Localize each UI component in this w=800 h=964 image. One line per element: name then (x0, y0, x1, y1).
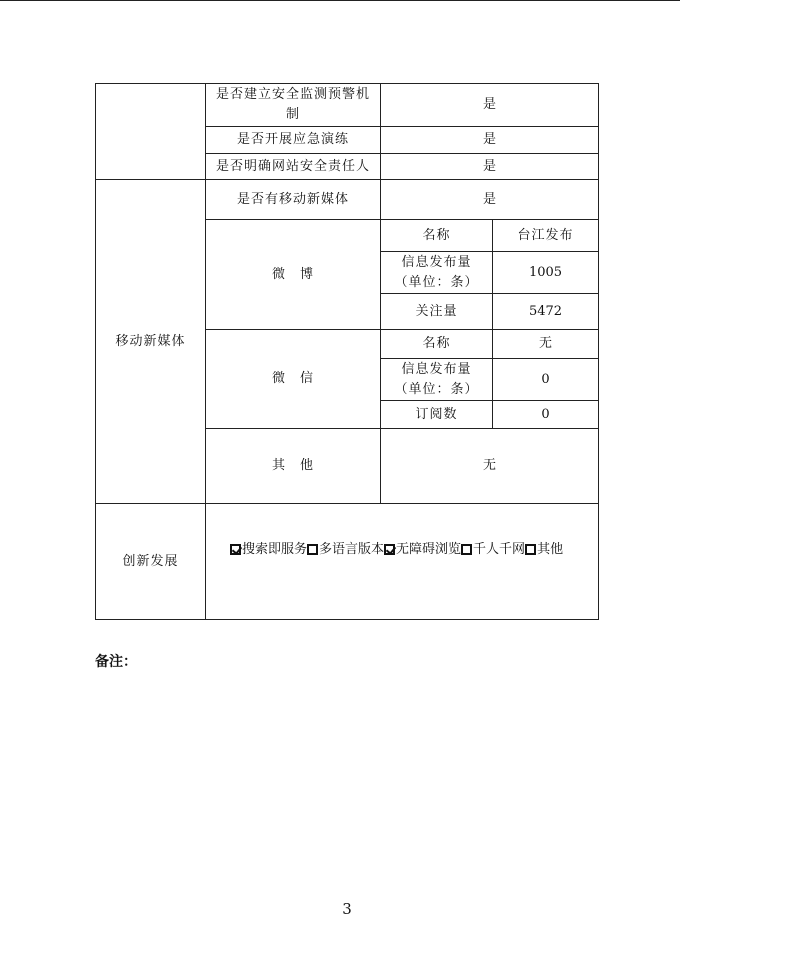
security-label-cell: 是否建立安全监测预警机制 (206, 84, 381, 127)
checkbox-empty-icon (525, 544, 536, 555)
table-row (96, 84, 599, 127)
website-report-table (95, 83, 599, 620)
wechat-posts-value: 0 (493, 359, 599, 401)
wechat-name-label: 名称 (381, 330, 493, 359)
option-multilingual: 多语言版本 (319, 542, 385, 557)
option-other: 其他 (537, 542, 564, 557)
checkbox-checked-icon (230, 544, 241, 555)
table-row (96, 180, 599, 220)
option-personalized: 千人千网 (473, 542, 526, 557)
other-media-value: 无 (381, 429, 599, 504)
weibo-followers-value: 5472 (493, 294, 599, 330)
security-label-cell: 是否明确网站安全责任人 (206, 154, 381, 180)
table-row (96, 504, 599, 620)
weibo-posts-label (381, 252, 493, 294)
innovation-category-cell: 创新发展 (96, 504, 206, 620)
has-mobile-media-label: 是否有移动新媒体 (206, 180, 381, 220)
security-label-cell: 是否开展应急演练 (206, 127, 381, 154)
weibo-posts-value: 1005 (493, 252, 599, 294)
checkbox-empty-icon (461, 544, 472, 555)
security-value-cell: 是 (381, 154, 599, 180)
top-rule (0, 0, 680, 1)
wechat-subscribers-value: 0 (493, 401, 599, 429)
weibo-posts-label-line2: （单位：条） (394, 274, 479, 290)
innovation-options-cell (206, 504, 599, 620)
wechat-name-value: 无 (493, 330, 599, 359)
page-number: 3 (342, 900, 352, 918)
option-search-as-service: 搜索即服务 (242, 542, 308, 557)
wechat-label-cell: 微 信 (206, 330, 381, 429)
security-category-cell (96, 84, 206, 180)
weibo-label-cell: 微 博 (206, 220, 381, 330)
other-media-label: 其 他 (206, 429, 381, 504)
wechat-posts-label-line2: （单位：条） (394, 381, 479, 397)
mobile-media-category-cell: 移动新媒体 (96, 180, 206, 504)
has-mobile-media-value: 是 (381, 180, 599, 220)
wechat-posts-label-line1: 信息发布量 (401, 361, 472, 377)
wechat-subscribers-label: 订阅数 (381, 401, 493, 429)
weibo-name-label: 名称 (381, 220, 493, 252)
checkbox-empty-icon (307, 544, 318, 555)
innovation-checkbox-line (230, 542, 563, 557)
security-value-cell: 是 (381, 84, 599, 127)
footnote-label: 备注： (95, 654, 137, 670)
option-accessibility: 无障碍浏览 (396, 542, 462, 557)
checkbox-checked-icon (384, 544, 395, 555)
weibo-followers-label: 关注量 (381, 294, 493, 330)
security-value-cell: 是 (381, 127, 599, 154)
wechat-posts-label (381, 359, 493, 401)
weibo-name-value: 台江发布 (493, 220, 599, 252)
weibo-posts-label-line1: 信息发布量 (401, 254, 472, 270)
